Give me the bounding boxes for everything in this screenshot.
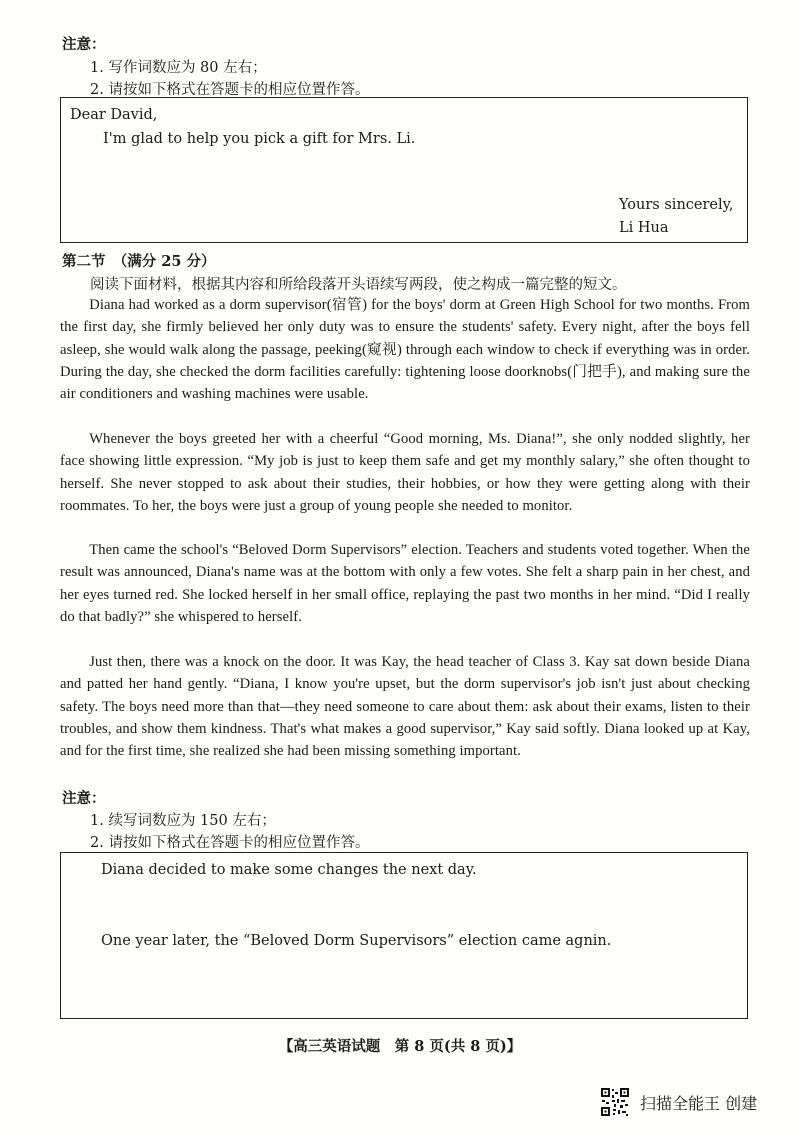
note-format-1: 2. 请按如下格式在答题卡的相应位置作答。 — [90, 82, 370, 98]
passage-paragraph-1: Diana had worked as a dorm supervisor(宿管) for the boys' dorm at Green High School for two months. From the first day, she firmly believed her only duty was to ensure the students' safety. Every night, after the boys fell asleep, she would walk along the passage, peeking(窥视) through each window to check if everything was in order. During the day, she checked the dorm facilities carefully: tightening loose doorknobs(门把手), and making sure the air conditioners and washing machines were usable. — [60, 297, 750, 403]
scanner-watermark — [600, 1087, 757, 1117]
passage-paragraph-4: Just then, there was a knock on the door. It was Kay, the head teacher of Class 3. Kay sat down beside Diana and patted her hand gently. “Diana, I know you're upset, but the dorm supervisor's job isn't just about checking safety. The boys need more than that—they need someone to care about them: ask about their exams, listen to their troubles, and show them kindness. That's what makes a good supervisor,” Kay said softly. Diana looked up at Kay, and for the first time, she realized she had been missing something important. — [60, 654, 750, 760]
letter-answer-box — [60, 97, 748, 243]
letter-closing: Yours sincerely, — [619, 197, 734, 213]
letter-signature: Li Hua — [619, 220, 669, 236]
note-format-2: 2. 请按如下格式在答题卡的相应位置作答。 — [90, 835, 370, 851]
passage-paragraph-3: Then came the school's “Beloved Dorm Supervisors” election. Teachers and students voted together. When the result was announced, Diana's name was at the bottom with only a few votes. She felt a sharp pain in her chest, and her eyes turned red. She locked herself in her small office, replaying the past two months in her mind. “Did I really do that badly?” she whispered to herself. — [60, 542, 750, 625]
continuation-start-1: Diana decided to make some changes the next day. — [101, 862, 477, 878]
scanner-label: 扫描全能王 创建 — [640, 1093, 758, 1113]
continuation-answer-box — [60, 852, 748, 1019]
notes-label-1: 注意： — [62, 36, 106, 53]
passage-paragraph-2: Whenever the boys greeted her with a cheerful “Good morning, Ms. Diana!”, she only nodded slightly, her face showing little expression. “My job is just to keep them safe and get my monthly salary,” she often thought to herself. She never stopped to ask about their studies, their hobbies, or how they were getting along with their roommates. To her, the boys were just a group of young people she needed to monitor. — [60, 431, 750, 514]
page-footer: 【高三英语试题 第 8 页(共 8 页)】 — [278, 1038, 522, 1055]
note-word-count-2: 1. 续写词数应为 150 左右； — [90, 813, 276, 829]
section-title: 第二节 （满分 25 分） — [62, 253, 216, 270]
letter-opening: I'm glad to help you pick a gift for Mrs. Li. — [103, 131, 416, 147]
note-word-count-1: 1. 写作词数应为 80 左右； — [90, 60, 267, 76]
qr-code-icon — [600, 1087, 630, 1117]
letter-greeting: Dear David, — [70, 107, 158, 123]
section-instruction: 阅读下面材料，根据其内容和所给段落开头语续写两段，使之构成一篇完整的短文。 — [90, 277, 627, 293]
notes-label-2: 注意： — [62, 790, 106, 807]
continuation-start-2: One year later, the “Beloved Dorm Supervisors” election came agnin. — [101, 933, 612, 949]
